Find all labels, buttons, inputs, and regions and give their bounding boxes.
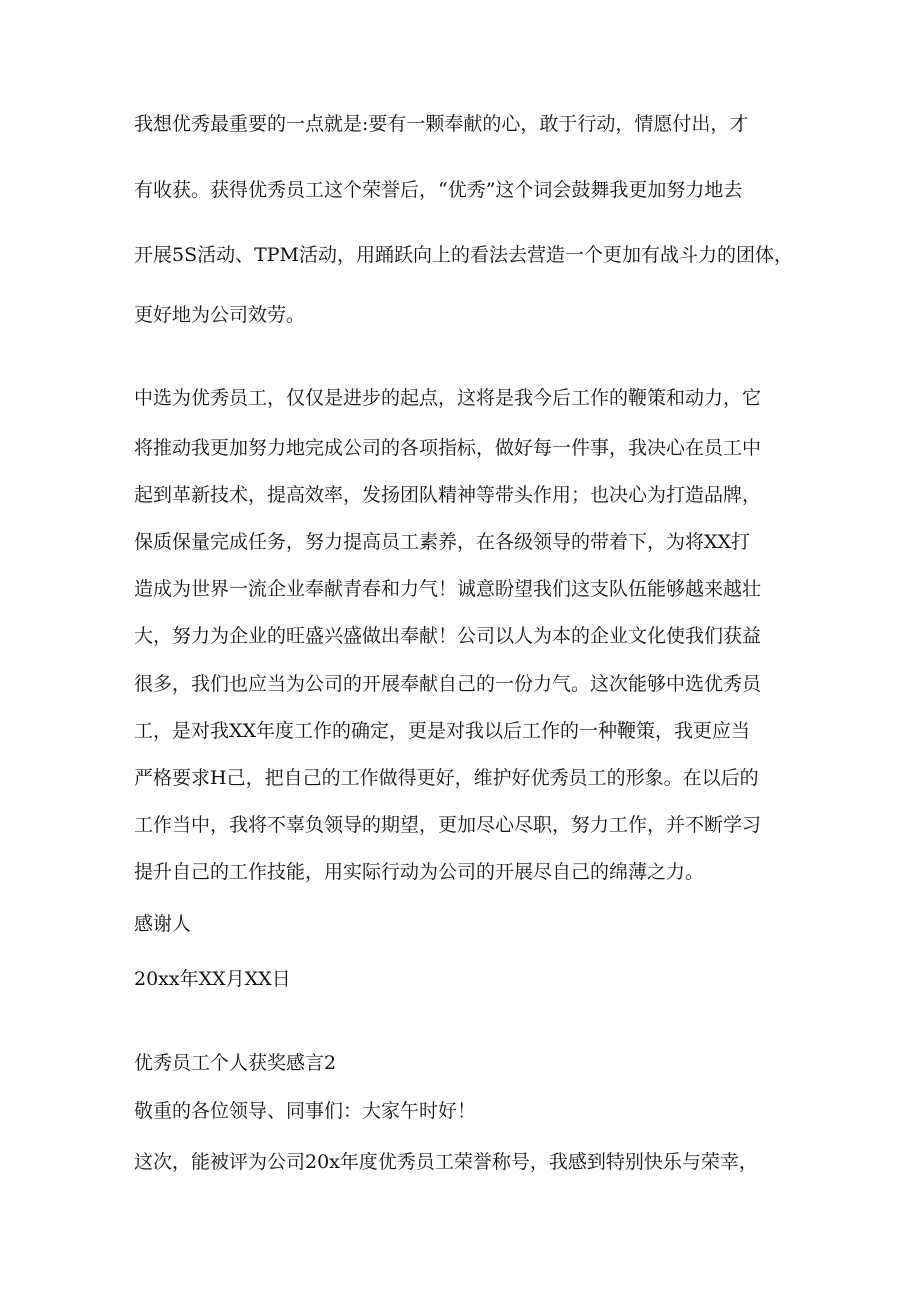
paragraph-1-line-2: 有收获。获得优秀员工这个荣誉后，“优秀”这个词会鼓舞我更加努力地去 (134, 179, 743, 201)
paragraph-2-line-8: 工，是对我XX年度工作的确定，更是对我以后工作的一种鞭策，我更应当 (134, 720, 751, 742)
paragraph-1-line-3: 开展5S活动、TPM活动，用踊跃向上的看法去营造一个更加有战斗力的团体， (134, 244, 794, 266)
paragraph-2-line-1: 中选为优秀员工，仅仅是进步的起点，这将是我今后工作的鞭策和动力，它 (134, 387, 762, 409)
section-2-title: 优秀员工个人获奖感言2 (134, 1052, 337, 1074)
paragraph-2-line-3: 起到革新技术，提高效率，发扬团队精神等带头作用；也决心为打造品牌， (134, 484, 762, 506)
paragraph-2-line-9: 严格要求H己，把自己的工作做得更好，维护好优秀员工的形象。在以后的 (134, 767, 759, 789)
paragraph-2-line-7: 很多，我们也应当为公司的开展奉献自己的一份力气。这次能够中选优秀员 (134, 673, 762, 695)
paragraph-2-line-5: 造成为世界一流企业奉献青春和力气！诚意盼望我们这支队伍能够越来越壮 (134, 578, 762, 600)
paragraph-2-line-4: 保质保量完成任务，努力提高员工素养，在各级领导的带着下，为将XX打 (134, 531, 751, 553)
paragraph-2-line-10: 工作当中，我将不辜负领导的期望，更加尽心尽职，努力工作，并不断学习 (134, 814, 762, 836)
signature-date: 20xx年XX月XX日 (134, 968, 291, 990)
paragraph-2-line-6: 大，努力为企业的旺盛兴盛做出奉献！公司以人为本的企业文化使我们获益 (134, 625, 762, 647)
paragraph-1-line-1: 我想优秀最重要的一点就是:要有一颗奉献的心，敢于行动，情愿付出，才 (134, 113, 749, 135)
section-2-first-line: 这次，能被评为公司20x年度优秀员工荣誉称号，我感到特别快乐与荣幸， (134, 1151, 758, 1173)
paragraph-1-line-4: 更好地为公司效劳。 (134, 304, 306, 326)
paragraph-2-line-11: 提升自己的工作技能，用实际行动为公司的开展尽自己的绵薄之力。 (134, 861, 705, 883)
paragraph-2-line-2: 将推动我更加努力地完成公司的各项指标，做好每一件事，我决心在员工中 (134, 437, 762, 459)
section-2-greeting: 敬重的各位领导、同事们：大家午时好！ (134, 1100, 477, 1122)
signature-name: 感谢人 (134, 913, 192, 935)
